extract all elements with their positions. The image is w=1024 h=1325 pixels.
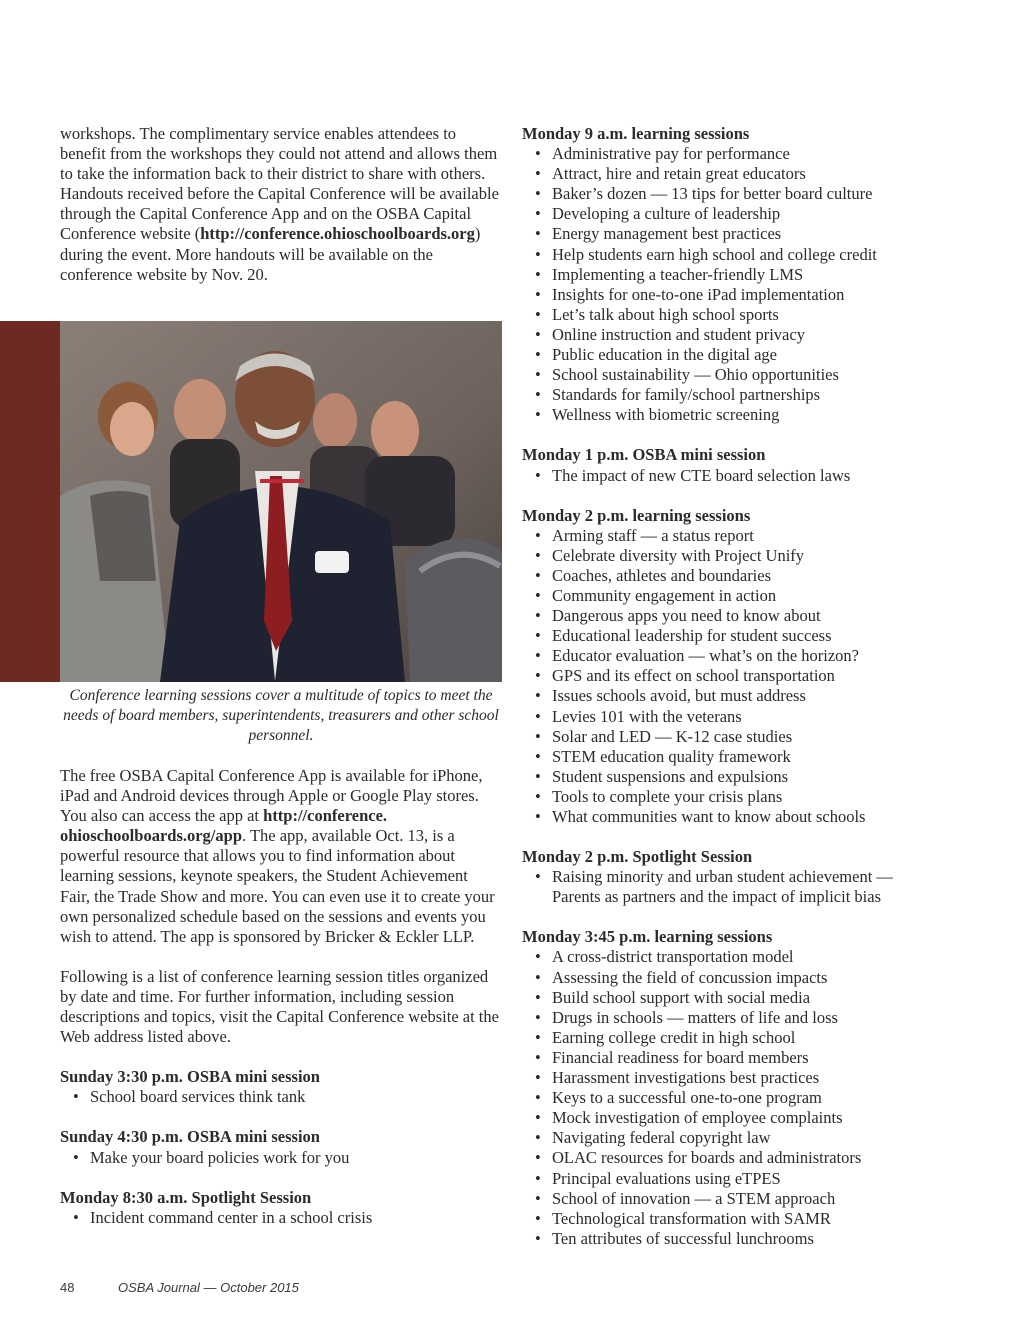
session-item: • Implementing a teacher-friendly LMS bbox=[522, 265, 942, 285]
session-item: • What communities want to know about schools bbox=[522, 807, 942, 827]
session-group bbox=[60, 1188, 500, 1228]
session-item: • Solar and LED — K-12 case studies bbox=[522, 727, 942, 747]
session-group bbox=[522, 927, 942, 1249]
session-item: • The impact of new CTE board selection laws bbox=[522, 466, 942, 486]
photo-frame bbox=[0, 321, 502, 682]
conference-url[interactable]: http://conference.ohioschoolboards.org bbox=[200, 224, 475, 244]
session-item: • Baker’s dozen — 13 tips for better board culture bbox=[522, 184, 942, 204]
session-item: • OLAC resources for boards and administrators bbox=[522, 1148, 942, 1168]
session-item: • Drugs in schools — matters of life and loss bbox=[522, 1008, 942, 1028]
session-item: • Earning college credit in high school bbox=[522, 1028, 942, 1048]
right-session-list bbox=[522, 124, 942, 1249]
session-item: • Make your board policies work for you bbox=[60, 1148, 500, 1168]
session-item: • School sustainability — Ohio opportunities bbox=[522, 365, 942, 385]
photo-caption: Conference learning sessions cover a multitude of topics to meet the needs of board members, superintendents, treasurers and other school personnel. bbox=[63, 687, 499, 745]
session-group-heading: Monday 2 p.m. learning sessions bbox=[522, 505, 751, 525]
right-column bbox=[522, 124, 942, 1249]
session-item: • Incident command center in a school crisis bbox=[60, 1208, 500, 1228]
session-item: • Levies 101 with the veterans bbox=[522, 707, 942, 727]
session-item: • Energy management best practices bbox=[522, 224, 942, 244]
session-item: • Raising minority and urban student achievement — Parents as partners and the impact of implicit bias bbox=[522, 867, 942, 907]
session-item: • Build school support with social media bbox=[522, 988, 942, 1008]
list-intro-paragraph: Following is a list of conference learning session titles organized by date and time. For further information, including session descriptions and topics, visit the Capital Conference website at the Web address listed above. bbox=[60, 966, 499, 1047]
session-item: • GPS and its effect on school transportation bbox=[522, 666, 942, 686]
session-group bbox=[522, 124, 942, 425]
session-item: • Administrative pay for performance bbox=[522, 144, 942, 164]
intro-paragraph: workshops. The complimentary service enables attendees to benefit from the workshops they could not attend and allows them to take the information back to their district to share with others. Handouts received before the Capital Conference will be available through the Capital Conference App and on the OSBA Capital Conference website (http://conference.ohioschoolboards.org) during the event. More handouts will be available on the conference website by Nov. 20. bbox=[60, 124, 499, 284]
left-column-bottom bbox=[60, 766, 500, 1228]
session-item: • Public education in the digital age bbox=[522, 345, 942, 365]
session-item: • School board services think tank bbox=[60, 1087, 500, 1107]
session-item: • Tools to complete your crisis plans bbox=[522, 787, 942, 807]
app-paragraph: The free OSBA Capital Conference App is available for iPhone, iPad and Android devices through Apple or Google Play stores. You also can access the app at http://conference. ohioschoolboards.org/app. The app, available Oct. 13, is a powerful resource that allows you to find information about learning sessions, keynote speakers, the Student Achievement Fair, the Trade Show and more. You can even use it to create your own personalized schedule based on the sessions and events you wish to attend. The app is sponsored by Bricker & Eckler LLP. bbox=[60, 766, 495, 946]
session-group bbox=[60, 1127, 500, 1167]
conference-photo bbox=[60, 321, 502, 682]
session-item: • Student suspensions and expulsions bbox=[522, 767, 942, 787]
session-group-heading: Sunday 3:30 p.m. OSBA mini session bbox=[60, 1067, 320, 1087]
session-item: • School of innovation — a STEM approach bbox=[522, 1189, 942, 1209]
session-item: • Insights for one-to-one iPad implementation bbox=[522, 285, 942, 305]
session-list bbox=[522, 947, 942, 1248]
journal-title: OSBA Journal — October 2015 bbox=[118, 1280, 299, 1295]
session-item: • Developing a culture of leadership bbox=[522, 204, 942, 224]
session-item: • Keys to a successful one-to-one program bbox=[522, 1088, 942, 1108]
session-item: • Dangerous apps you need to know about bbox=[522, 606, 942, 626]
session-item: • A cross-district transportation model bbox=[522, 947, 942, 967]
session-item: • Online instruction and student privacy bbox=[522, 325, 942, 345]
session-item: • Technological transformation with SAMR bbox=[522, 1209, 942, 1229]
session-item: • Mock investigation of employee complaints bbox=[522, 1108, 942, 1128]
page-number: 48 bbox=[60, 1280, 75, 1295]
session-item: • Arming staff — a status report bbox=[522, 526, 942, 546]
session-item: • STEM education quality framework bbox=[522, 747, 942, 767]
session-item: • Educator evaluation — what’s on the horizon? bbox=[522, 646, 942, 666]
session-item: • Harassment investigations best practices bbox=[522, 1068, 942, 1088]
session-group bbox=[522, 847, 942, 907]
session-item: • Ten attributes of successful lunchrooms bbox=[522, 1229, 942, 1249]
session-group-heading: Monday 3:45 p.m. learning sessions bbox=[522, 927, 773, 947]
session-item: • Wellness with biometric screening bbox=[522, 405, 942, 425]
session-group-heading: Monday 8:30 a.m. Spotlight Session bbox=[60, 1187, 312, 1207]
session-group bbox=[60, 1067, 500, 1107]
session-list bbox=[522, 466, 942, 486]
session-list bbox=[522, 526, 942, 827]
session-item: • Educational leadership for student success bbox=[522, 626, 942, 646]
session-item: • Celebrate diversity with Project Unify bbox=[522, 546, 942, 566]
left-column-top bbox=[60, 124, 500, 285]
session-item: • Attract, hire and retain great educators bbox=[522, 164, 942, 184]
session-list bbox=[60, 1087, 500, 1107]
session-group bbox=[522, 506, 942, 828]
session-item: • Issues schools avoid, but must address bbox=[522, 686, 942, 706]
session-list bbox=[60, 1148, 500, 1168]
session-item: • Let’s talk about high school sports bbox=[522, 305, 942, 325]
session-list bbox=[522, 867, 942, 907]
session-item: • Standards for family/school partnerships bbox=[522, 385, 942, 405]
session-list bbox=[60, 1208, 500, 1228]
session-item: • Community engagement in action bbox=[522, 586, 942, 606]
session-group-heading: Monday 2 p.m. Spotlight Session bbox=[522, 847, 753, 867]
session-group-heading: Monday 9 a.m. learning sessions bbox=[522, 124, 750, 143]
session-item: • Help students earn high school and college credit bbox=[522, 245, 942, 265]
session-group-heading: Sunday 4:30 p.m. OSBA mini session bbox=[60, 1127, 320, 1147]
session-item: • Navigating federal copyright law bbox=[522, 1128, 942, 1148]
session-item: • Assessing the field of concussion impacts bbox=[522, 968, 942, 988]
page-footer bbox=[60, 1280, 560, 1295]
session-item: • Principal evaluations using eTPES bbox=[522, 1169, 942, 1189]
session-group bbox=[522, 445, 942, 485]
app-url[interactable]: http://conference. ohioschoolboards.org/app bbox=[60, 806, 388, 846]
session-list bbox=[522, 144, 942, 425]
session-group-heading: Monday 1 p.m. OSBA mini session bbox=[522, 445, 766, 465]
session-item: • Financial readiness for board members bbox=[522, 1048, 942, 1068]
left-session-list bbox=[60, 1067, 500, 1228]
session-item: • Coaches, athletes and boundaries bbox=[522, 566, 942, 586]
